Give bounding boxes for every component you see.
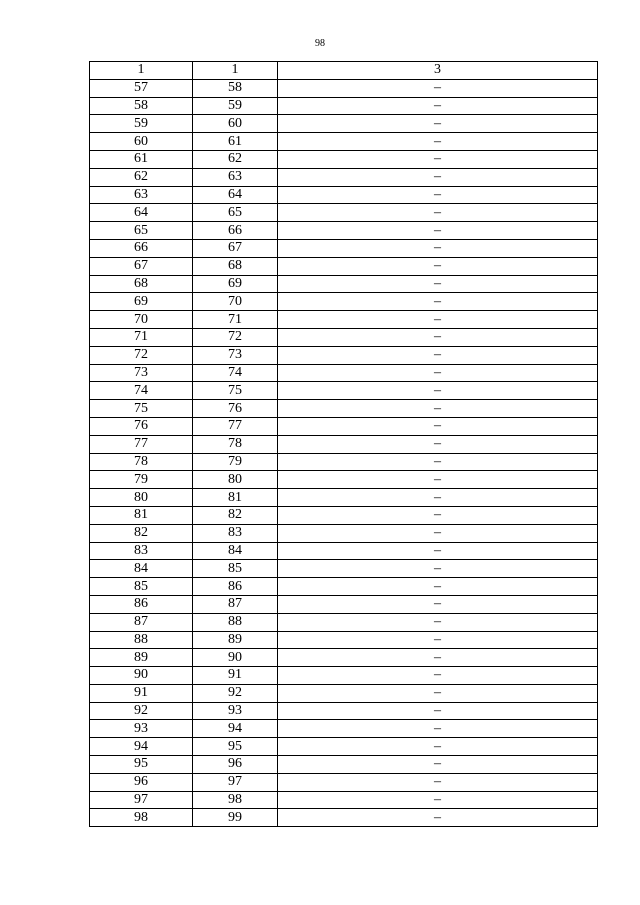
table-row: [90, 239, 598, 257]
table-cell-col-2: 77: [193, 417, 278, 435]
table-cell-col-1: 96: [90, 773, 193, 791]
table-row: [90, 79, 598, 97]
table-row: [90, 720, 598, 738]
table-cell-col-3: –: [278, 542, 598, 560]
table-cell-col-1: 98: [90, 809, 193, 827]
table-cell-col-1: 57: [90, 79, 193, 97]
table-cell-col-2: 67: [193, 239, 278, 257]
table-row: [90, 738, 598, 756]
table-row: [90, 684, 598, 702]
table-cell-col-1: 78: [90, 453, 193, 471]
table-cell-col-2: 95: [193, 738, 278, 756]
table-cell-col-2: 83: [193, 524, 278, 542]
data-table: [89, 61, 598, 827]
table-row: [90, 471, 598, 489]
table-cell-col-3: –: [278, 382, 598, 400]
table-cell-col-2: 98: [193, 791, 278, 809]
column-header-2: 1: [193, 62, 278, 80]
table-cell-col-3: –: [278, 275, 598, 293]
table-cell-col-1: 89: [90, 649, 193, 667]
table-cell-col-2: 97: [193, 773, 278, 791]
table-cell-col-1: 67: [90, 257, 193, 275]
table-cell-col-1: 64: [90, 204, 193, 222]
table-cell-col-3: –: [278, 720, 598, 738]
table-cell-col-3: –: [278, 738, 598, 756]
table-cell-col-1: 74: [90, 382, 193, 400]
table-cell-col-1: 73: [90, 364, 193, 382]
table-cell-col-1: 81: [90, 506, 193, 524]
table-cell-col-1: 93: [90, 720, 193, 738]
table-cell-col-2: 79: [193, 453, 278, 471]
table-cell-col-2: 76: [193, 400, 278, 418]
table-cell-col-2: 90: [193, 649, 278, 667]
table-cell-col-2: 58: [193, 79, 278, 97]
table-row: [90, 649, 598, 667]
table-cell-col-2: 62: [193, 150, 278, 168]
table-row: [90, 257, 598, 275]
table-row: [90, 293, 598, 311]
table-cell-col-3: –: [278, 328, 598, 346]
table-cell-col-3: –: [278, 435, 598, 453]
table-row: [90, 773, 598, 791]
table-row: [90, 417, 598, 435]
table-cell-col-3: –: [278, 684, 598, 702]
table-cell-col-3: –: [278, 311, 598, 329]
table-cell-col-1: 88: [90, 631, 193, 649]
table-cell-col-2: 78: [193, 435, 278, 453]
table-cell-col-1: 69: [90, 293, 193, 311]
table-row: [90, 133, 598, 151]
table-cell-col-2: 96: [193, 756, 278, 774]
table-cell-col-2: 80: [193, 471, 278, 489]
table-row: [90, 791, 598, 809]
table-cell-col-3: –: [278, 489, 598, 507]
table-row: [90, 364, 598, 382]
table-cell-col-1: 80: [90, 489, 193, 507]
table-cell-col-3: –: [278, 79, 598, 97]
table-cell-col-1: 70: [90, 311, 193, 329]
table-cell-col-3: –: [278, 791, 598, 809]
table-cell-col-2: 91: [193, 667, 278, 685]
table-cell-col-2: 99: [193, 809, 278, 827]
table-cell-col-2: 84: [193, 542, 278, 560]
table-row: [90, 346, 598, 364]
table-cell-col-3: –: [278, 453, 598, 471]
table-cell-col-1: 65: [90, 222, 193, 240]
table-row: [90, 186, 598, 204]
table-cell-col-3: –: [278, 756, 598, 774]
table-cell-col-3: –: [278, 773, 598, 791]
table-cell-col-1: 92: [90, 702, 193, 720]
table-cell-col-3: –: [278, 133, 598, 151]
table-cell-col-1: 97: [90, 791, 193, 809]
table-row: [90, 150, 598, 168]
table-cell-col-2: 71: [193, 311, 278, 329]
table-cell-col-3: –: [278, 524, 598, 542]
table-cell-col-2: 66: [193, 222, 278, 240]
table-cell-col-1: 86: [90, 595, 193, 613]
table-row: [90, 489, 598, 507]
table-cell-col-1: 76: [90, 417, 193, 435]
column-header-1: 1: [90, 62, 193, 80]
table-cell-col-2: 94: [193, 720, 278, 738]
table-row: [90, 328, 598, 346]
table-cell-col-3: –: [278, 417, 598, 435]
table-body: [90, 79, 598, 826]
table-cell-col-1: 58: [90, 97, 193, 115]
table-cell-col-2: 63: [193, 168, 278, 186]
table-cell-col-1: 60: [90, 133, 193, 151]
table-cell-col-1: 85: [90, 578, 193, 596]
table-cell-col-1: 75: [90, 400, 193, 418]
table-cell-col-3: –: [278, 115, 598, 133]
table-row: [90, 524, 598, 542]
table-row: [90, 453, 598, 471]
table-row: [90, 275, 598, 293]
table-cell-col-3: –: [278, 364, 598, 382]
table-cell-col-2: 61: [193, 133, 278, 151]
table-row: [90, 311, 598, 329]
table-cell-col-1: 82: [90, 524, 193, 542]
table-cell-col-3: –: [278, 239, 598, 257]
table-cell-col-1: 79: [90, 471, 193, 489]
table-row: [90, 667, 598, 685]
table-row: [90, 756, 598, 774]
table-cell-col-3: –: [278, 293, 598, 311]
table-cell-col-2: 73: [193, 346, 278, 364]
table-cell-col-3: –: [278, 506, 598, 524]
table-cell-col-2: 60: [193, 115, 278, 133]
table-cell-col-2: 75: [193, 382, 278, 400]
table-row: [90, 168, 598, 186]
table-cell-col-3: –: [278, 560, 598, 578]
table-cell-col-1: 68: [90, 275, 193, 293]
table-cell-col-3: –: [278, 649, 598, 667]
table-row: [90, 578, 598, 596]
table-cell-col-1: 61: [90, 150, 193, 168]
table-cell-col-1: 95: [90, 756, 193, 774]
table-row: [90, 222, 598, 240]
table-cell-col-3: –: [278, 346, 598, 364]
table-cell-col-3: –: [278, 97, 598, 115]
table-cell-col-3: –: [278, 471, 598, 489]
table-cell-col-3: –: [278, 702, 598, 720]
table-cell-col-2: 68: [193, 257, 278, 275]
table-cell-col-3: –: [278, 613, 598, 631]
table-cell-col-1: 83: [90, 542, 193, 560]
column-header-3: 3: [278, 62, 598, 80]
table-cell-col-1: 94: [90, 738, 193, 756]
table-row: [90, 542, 598, 560]
table-row: [90, 595, 598, 613]
table-cell-col-2: 87: [193, 595, 278, 613]
table-cell-col-3: –: [278, 595, 598, 613]
table-row: [90, 435, 598, 453]
table-cell-col-3: –: [278, 631, 598, 649]
table-cell-col-2: 65: [193, 204, 278, 222]
table-header-row: [90, 62, 598, 80]
table-cell-col-3: –: [278, 186, 598, 204]
table-cell-col-1: 72: [90, 346, 193, 364]
table-row: [90, 613, 598, 631]
table-cell-col-3: –: [278, 809, 598, 827]
table-cell-col-1: 90: [90, 667, 193, 685]
table-cell-col-1: 84: [90, 560, 193, 578]
table-cell-col-2: 64: [193, 186, 278, 204]
table-cell-col-3: –: [278, 204, 598, 222]
table-cell-col-1: 62: [90, 168, 193, 186]
table-cell-col-2: 89: [193, 631, 278, 649]
table-cell-col-2: 59: [193, 97, 278, 115]
table-row: [90, 400, 598, 418]
table-row: [90, 97, 598, 115]
table-cell-col-2: 72: [193, 328, 278, 346]
table-cell-col-3: –: [278, 150, 598, 168]
table-cell-col-1: 87: [90, 613, 193, 631]
table-cell-col-2: 88: [193, 613, 278, 631]
table-row: [90, 560, 598, 578]
table-row: [90, 382, 598, 400]
table-cell-col-2: 74: [193, 364, 278, 382]
table-cell-col-2: 92: [193, 684, 278, 702]
table-cell-col-1: 91: [90, 684, 193, 702]
table-row: [90, 204, 598, 222]
table-cell-col-3: –: [278, 257, 598, 275]
table-cell-col-2: 85: [193, 560, 278, 578]
table-cell-col-3: –: [278, 667, 598, 685]
table-row: [90, 631, 598, 649]
table-cell-col-1: 66: [90, 239, 193, 257]
table-cell-col-3: –: [278, 400, 598, 418]
table-cell-col-3: –: [278, 222, 598, 240]
table-cell-col-2: 93: [193, 702, 278, 720]
table-cell-col-2: 82: [193, 506, 278, 524]
table-cell-col-2: 70: [193, 293, 278, 311]
table-row: [90, 809, 598, 827]
table-cell-col-2: 81: [193, 489, 278, 507]
table-row: [90, 702, 598, 720]
table-cell-col-1: 59: [90, 115, 193, 133]
table-row: [90, 115, 598, 133]
table-cell-col-1: 77: [90, 435, 193, 453]
table-cell-col-2: 69: [193, 275, 278, 293]
table-cell-col-3: –: [278, 578, 598, 596]
table-cell-col-1: 71: [90, 328, 193, 346]
table-cell-col-1: 63: [90, 186, 193, 204]
table-cell-col-2: 86: [193, 578, 278, 596]
table-cell-col-3: –: [278, 168, 598, 186]
page-number: 98: [315, 38, 325, 49]
table-row: [90, 506, 598, 524]
